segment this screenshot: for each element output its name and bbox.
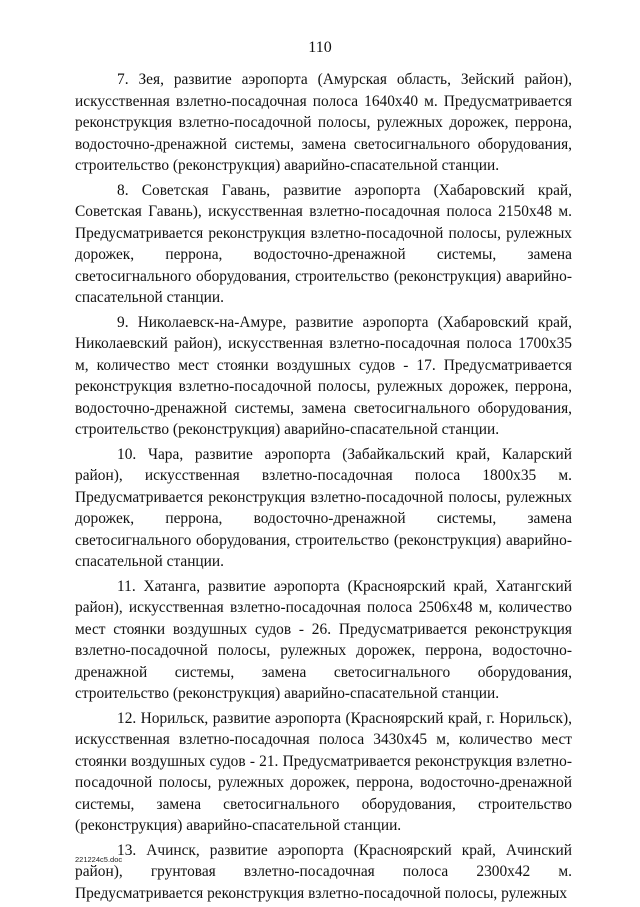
paragraph-item-10: 10. Чара, развитие аэропорта (Забайкальский край, Каларский район), искусственная взлетно-посадочная полоса 1800x35 м. Предусматривается реконструкция взлетно-посадочной полосы, рулежных дорожек, перрона, водосточно-дренажной системы, замена светосигнального оборудования, строительство (реконструкция) аварийно-спасательной станции. (75, 445, 572, 570)
paragraph-item-11: 11. Хатанга, развитие аэропорта (Красноярский край, Хатангский район), искусственная взлетно-посадочная полоса 2506x48 м, количество мест стоянки воздушных судов - 26. Предусматривается реконструкция взлетно-посадочной полосы, рулежных дорожек, перрона, водосточно-дренажной системы, замена светосигнального оборудования, строительство (реконструкция) аварийно-спасательной станции. (75, 577, 572, 702)
paragraph-item-8: 8. Советская Гавань, развитие аэропорта (Хабаровский край, Советская Гавань), искусственная взлетно-посадочная полоса 2150x48 м. Предусматривается реконструкция взлетно-посадочной полосы, рулежных дорожек, перрона, водосточно-дренажной системы, замена светосигнального оборудования, строительство (реконструкция) аварийно-спасательной станции. (75, 181, 572, 306)
page-number: 110 (308, 39, 332, 56)
paragraph-item-12: 12. Норильск, развитие аэропорта (Красноярский край, г. Норильск), искусственная взлетно-посадочная полоса 3430x45 м, количество мест стоянки воздушных судов - 21. Предусматривается реконструкция взлетно-посадочной полосы, рулежных дорожек, перрона, водосточно-дренажной системы, замена светосигнального оборудования, строительство (реконструкция) аварийно-спасательной станции. (75, 709, 572, 834)
footer-filename: 221224c5.doc (75, 855, 123, 864)
paragraph-item-9: 9. Николаевск-на-Амуре, развитие аэропорта (Хабаровский край, Николаевский район), искусственная взлетно-посадочная полоса 1700x35 м, количество мест стоянки воздушных судов - 17. Предусматривается реконструкция взлетно-посадочной полосы, рулежных дорожек, перрона, водосточно-дренажной системы, замена светосигнального оборудования, строительство (реконструкция) аварийно-спасательной станции. (75, 313, 572, 438)
paragraph-item-13: 13. Ачинск, развитие аэропорта (Красноярский край, Ачинский район), грунтовая взлетно-посадочная полоса 2300x42 м. Предусматривается реконструкция взлетно-посадочной полосы, рулежных (75, 841, 572, 902)
document-body (75, 69, 572, 907)
paragraph-item-7: 7. Зея, развитие аэропорта (Амурская область, Зейский район), искусственная взлетно-посадочная полоса 1640x40 м. Предусматривается реконструкция взлетно-посадочной полосы, рулежных дорожек, перрона, водосточно-дренажной системы, замена светосигнального оборудования, строительство (реконструкция) аварийно-спасательной станции. (75, 71, 572, 174)
